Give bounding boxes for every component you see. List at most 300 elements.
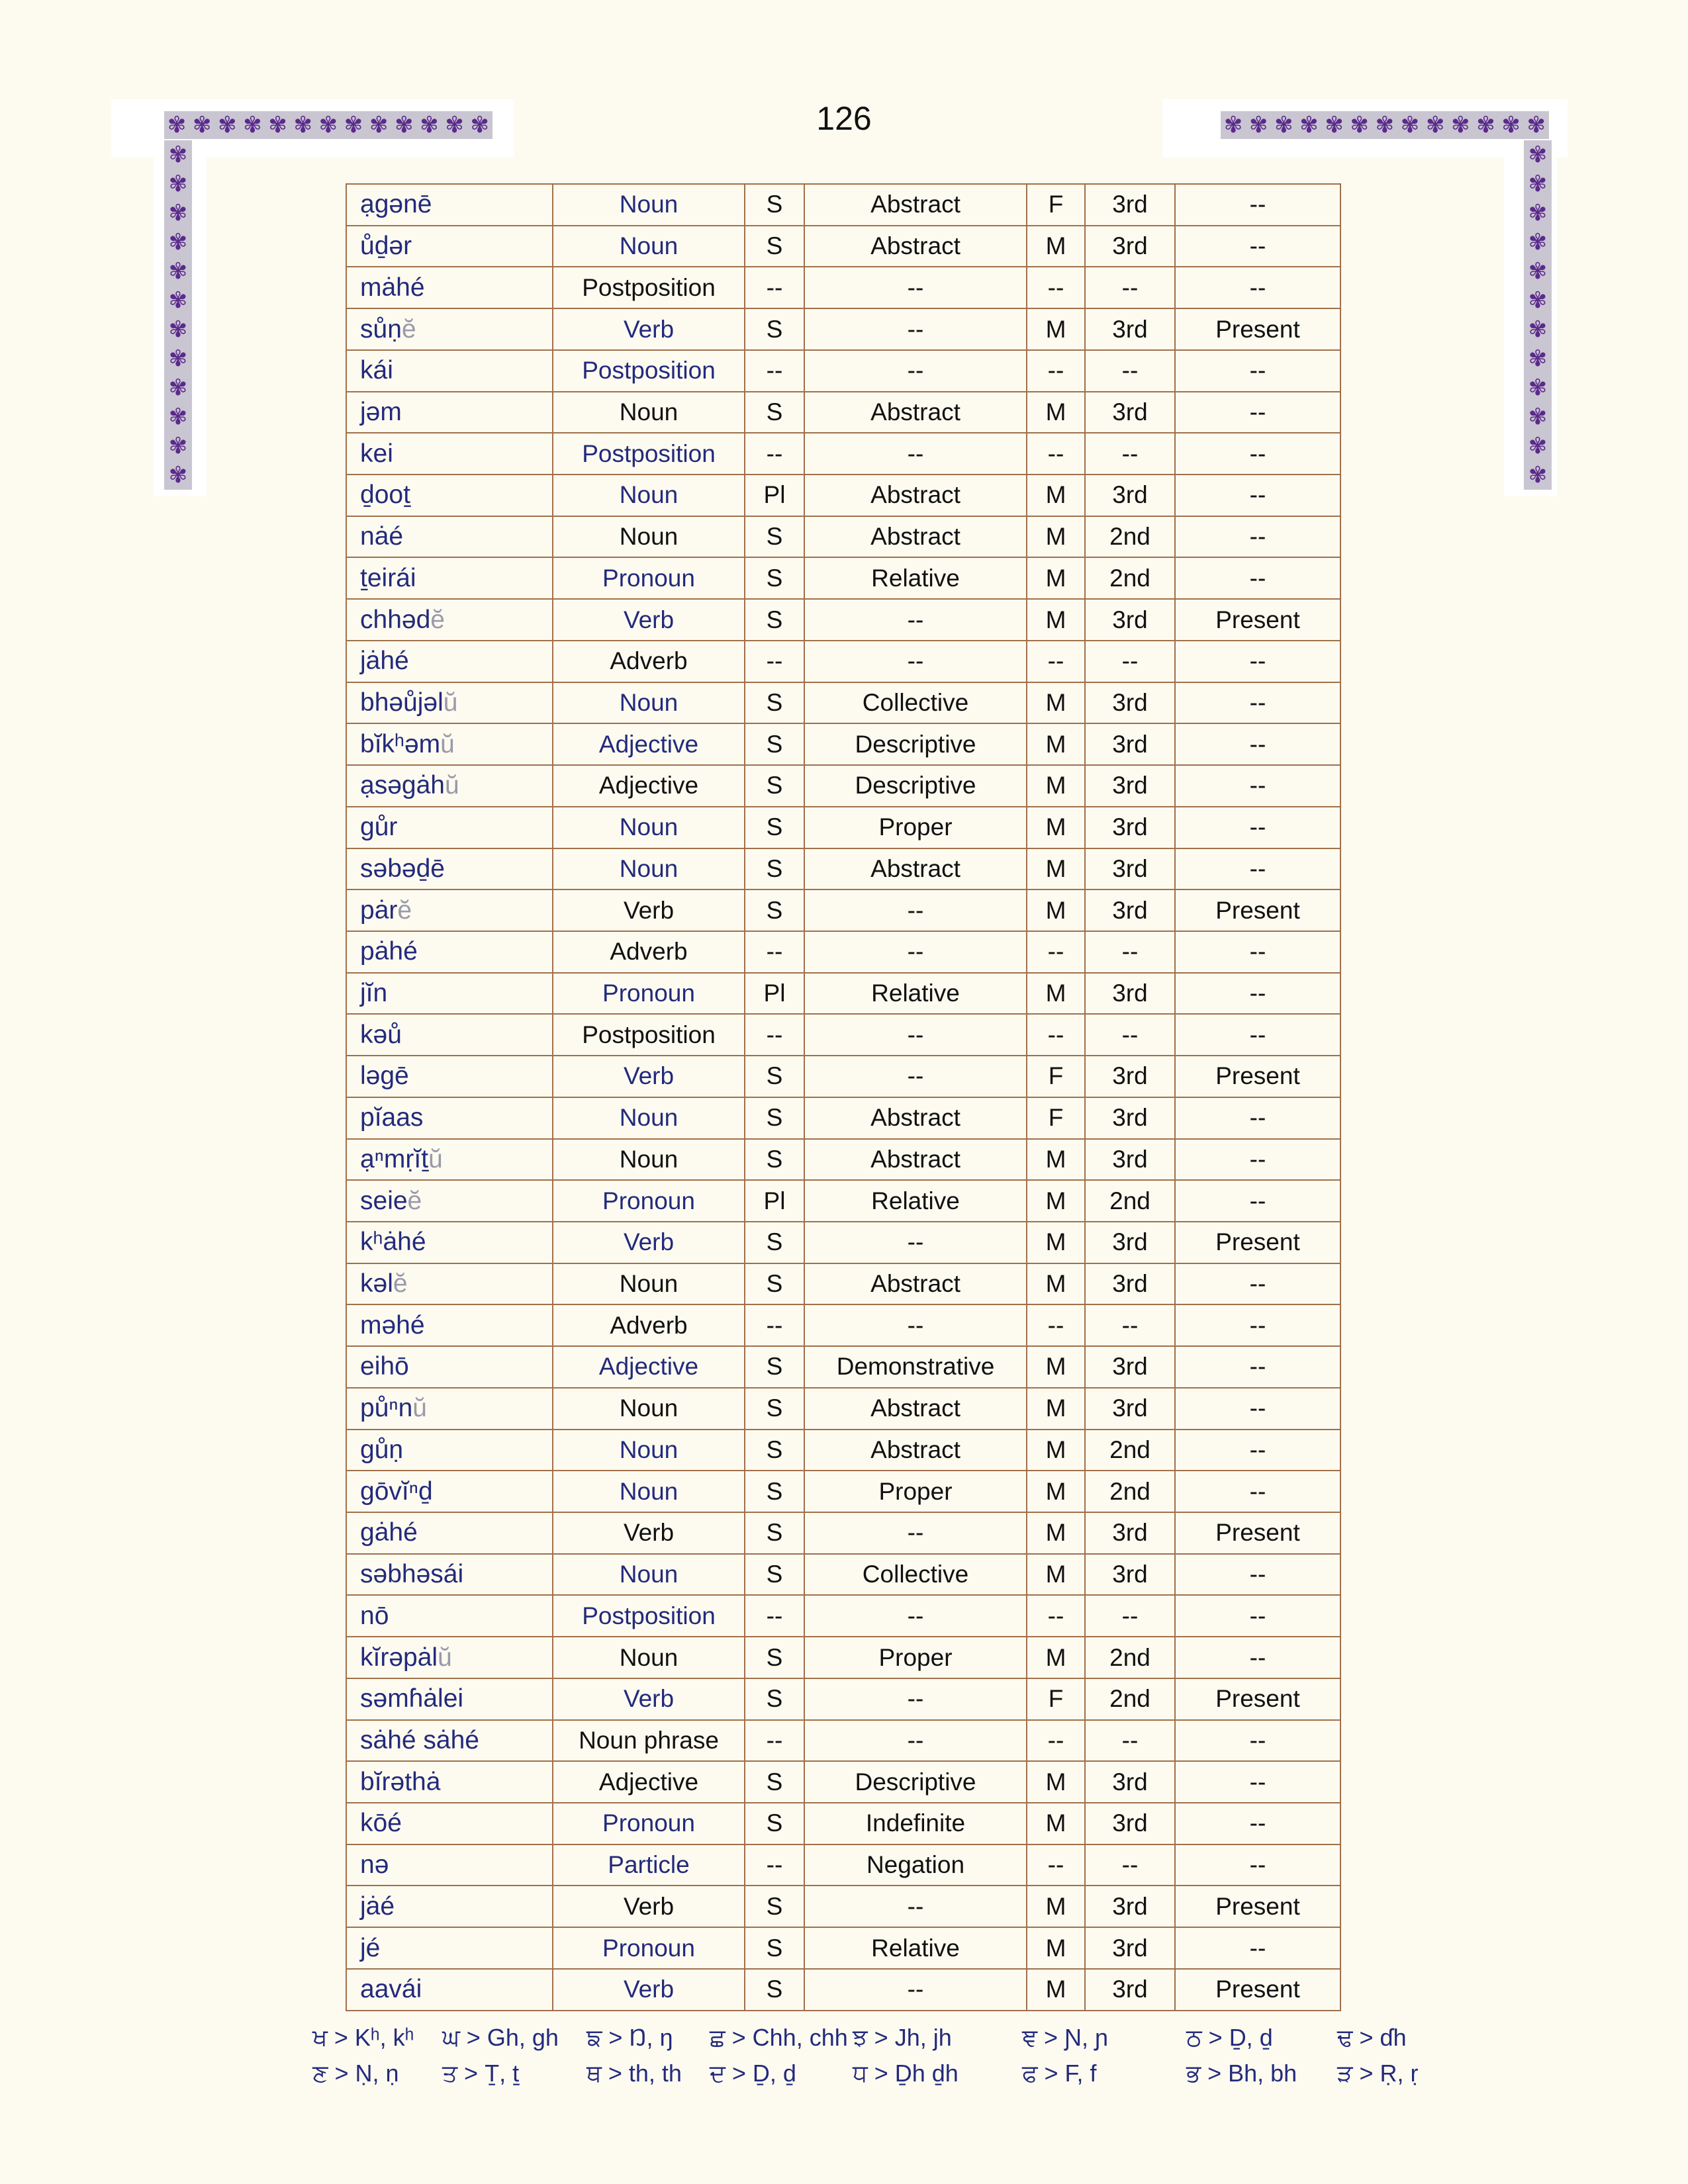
legend-row bbox=[312, 2060, 1464, 2095]
gender-cell: M bbox=[1027, 1637, 1085, 1678]
gender-cell: M bbox=[1027, 1803, 1085, 1844]
flower-ornament-icon: ✾ bbox=[168, 287, 188, 314]
table-row bbox=[346, 931, 1340, 973]
legend-item: ਣ > Ṇ, ṇ bbox=[312, 2060, 399, 2087]
word-cell: půⁿnŭ bbox=[346, 1388, 553, 1430]
part-of-speech-cell: Pronoun bbox=[553, 973, 745, 1015]
flower-ornament-icon: ✾ bbox=[1501, 112, 1521, 138]
legend-item: ਭ > Bh, bh bbox=[1186, 2060, 1297, 2087]
word-cell: jəm bbox=[346, 392, 553, 433]
type-cell: -- bbox=[804, 308, 1027, 350]
flower-ornament-icon: ✾ bbox=[168, 229, 188, 255]
part-of-speech-cell: Noun bbox=[553, 184, 745, 226]
word-cell: kái bbox=[346, 350, 553, 392]
type-cell: -- bbox=[804, 433, 1027, 475]
type-cell: -- bbox=[804, 1014, 1027, 1056]
person-cell: 3rd bbox=[1085, 226, 1175, 267]
gender-cell: -- bbox=[1027, 1720, 1085, 1762]
gender-cell: M bbox=[1027, 1927, 1085, 1969]
type-cell: -- bbox=[804, 350, 1027, 392]
tense-cell: -- bbox=[1175, 931, 1340, 973]
person-cell: 3rd bbox=[1085, 1097, 1175, 1139]
number-cell: -- bbox=[745, 1595, 804, 1637]
tense-cell: -- bbox=[1175, 1388, 1340, 1430]
word-cell: ḏooṯ bbox=[346, 475, 553, 516]
flower-ornament-icon: ✾ bbox=[168, 316, 188, 343]
tense-cell: -- bbox=[1175, 1595, 1340, 1637]
tense-cell: -- bbox=[1175, 1927, 1340, 1969]
word-cell: ạⁿmṛĭṯŭ bbox=[346, 1139, 553, 1181]
word-cell: kəlĕ bbox=[346, 1263, 553, 1305]
tense-cell: -- bbox=[1175, 1430, 1340, 1471]
flower-ornament-icon: ✾ bbox=[167, 112, 187, 138]
number-cell: Pl bbox=[745, 1180, 804, 1222]
part-of-speech-cell: Noun bbox=[553, 1388, 745, 1430]
part-of-speech-cell: Noun bbox=[553, 475, 745, 516]
person-cell: 3rd bbox=[1085, 889, 1175, 931]
flower-ornament-icon: ✾ bbox=[168, 462, 188, 488]
number-cell: S bbox=[745, 1346, 804, 1388]
word-cell: pȧrĕ bbox=[346, 889, 553, 931]
legend-item: ਢ > ɗh bbox=[1337, 2024, 1407, 2051]
person-cell: 3rd bbox=[1085, 1927, 1175, 1969]
flower-ornament-icon: ✾ bbox=[168, 200, 188, 226]
part-of-speech-cell: Verb bbox=[553, 1512, 745, 1554]
type-cell: -- bbox=[804, 931, 1027, 973]
part-of-speech-cell: Postposition bbox=[553, 1014, 745, 1056]
person-cell: -- bbox=[1085, 1595, 1175, 1637]
gender-cell: M bbox=[1027, 392, 1085, 433]
gender-cell: M bbox=[1027, 1222, 1085, 1263]
flower-ornament-icon: ✾ bbox=[168, 404, 188, 430]
type-cell: Descriptive bbox=[804, 723, 1027, 765]
legend-item: ੜ > Ṛ, ṛ bbox=[1337, 2060, 1419, 2087]
table-row bbox=[346, 1014, 1340, 1056]
flower-ornament-icon: ✾ bbox=[445, 112, 464, 138]
flower-ornament-icon: ✾ bbox=[1528, 404, 1548, 430]
table-row bbox=[346, 1512, 1340, 1554]
word-cell: kəů bbox=[346, 1014, 553, 1056]
table-row bbox=[346, 392, 1340, 433]
word-cell: nō bbox=[346, 1595, 553, 1637]
word-cell: jĭn bbox=[346, 973, 553, 1015]
number-cell: S bbox=[745, 1430, 804, 1471]
table-row bbox=[346, 807, 1340, 848]
part-of-speech-cell: Noun bbox=[553, 516, 745, 558]
type-cell: -- bbox=[804, 1720, 1027, 1762]
person-cell: 2nd bbox=[1085, 1471, 1175, 1512]
number-cell: S bbox=[745, 1927, 804, 1969]
person-cell: -- bbox=[1085, 267, 1175, 308]
part-of-speech-cell: Noun bbox=[553, 848, 745, 890]
table-row bbox=[346, 848, 1340, 890]
table-row bbox=[346, 1761, 1340, 1803]
tense-cell: Present bbox=[1175, 1512, 1340, 1554]
gender-cell: -- bbox=[1027, 267, 1085, 308]
gender-cell: F bbox=[1027, 184, 1085, 226]
gender-cell: M bbox=[1027, 889, 1085, 931]
number-cell: S bbox=[745, 1512, 804, 1554]
gender-cell: M bbox=[1027, 1139, 1085, 1181]
flower-ornament-icon: ✾ bbox=[470, 112, 489, 138]
flower-ornament-icon: ✾ bbox=[1325, 112, 1344, 138]
word-cell: eihō bbox=[346, 1346, 553, 1388]
number-cell: S bbox=[745, 889, 804, 931]
tense-cell: -- bbox=[1175, 1471, 1340, 1512]
person-cell: 3rd bbox=[1085, 1554, 1175, 1596]
gender-cell: M bbox=[1027, 973, 1085, 1015]
type-cell: Relative bbox=[804, 1180, 1027, 1222]
flower-ornament-icon: ✾ bbox=[1223, 112, 1243, 138]
tense-cell: -- bbox=[1175, 1554, 1340, 1596]
person-cell: 3rd bbox=[1085, 807, 1175, 848]
table-row bbox=[346, 1471, 1340, 1512]
gender-cell: -- bbox=[1027, 433, 1085, 475]
table-row bbox=[346, 641, 1340, 682]
word-cell: səmɦȧlei bbox=[346, 1678, 553, 1720]
number-cell: S bbox=[745, 1388, 804, 1430]
flower-ornament-icon: ✾ bbox=[168, 258, 188, 285]
number-cell: S bbox=[745, 765, 804, 807]
number-cell: -- bbox=[745, 931, 804, 973]
table-row bbox=[346, 557, 1340, 599]
part-of-speech-cell: Noun bbox=[553, 226, 745, 267]
gender-cell: M bbox=[1027, 1886, 1085, 1927]
word-cell: ůḏər bbox=[346, 226, 553, 267]
table-row bbox=[346, 1180, 1340, 1222]
number-cell: -- bbox=[745, 1304, 804, 1346]
person-cell: 3rd bbox=[1085, 973, 1175, 1015]
table-row bbox=[346, 184, 1340, 226]
part-of-speech-cell: Noun bbox=[553, 1263, 745, 1305]
flower-ornament-icon: ✾ bbox=[1528, 375, 1548, 401]
flower-ornament-icon: ✾ bbox=[168, 375, 188, 401]
person-cell: -- bbox=[1085, 931, 1175, 973]
gender-cell: M bbox=[1027, 1512, 1085, 1554]
flower-ornament-icon: ✾ bbox=[1425, 112, 1445, 138]
gender-cell: M bbox=[1027, 765, 1085, 807]
part-of-speech-cell: Adjective bbox=[553, 765, 745, 807]
number-cell: S bbox=[745, 1097, 804, 1139]
word-cell: sůṇĕ bbox=[346, 308, 553, 350]
word-cell: nə bbox=[346, 1844, 553, 1886]
table-row bbox=[346, 350, 1340, 392]
flower-ornament-icon: ✾ bbox=[293, 112, 313, 138]
table-row bbox=[346, 1678, 1340, 1720]
tense-cell: -- bbox=[1175, 1761, 1340, 1803]
legend-item: ਛ > Chh, chh bbox=[710, 2024, 848, 2051]
type-cell: Relative bbox=[804, 1927, 1027, 1969]
gender-cell: M bbox=[1027, 807, 1085, 848]
part-of-speech-cell: Pronoun bbox=[553, 1927, 745, 1969]
type-cell: Abstract bbox=[804, 184, 1027, 226]
part-of-speech-cell: Adverb bbox=[553, 931, 745, 973]
part-of-speech-cell: Adverb bbox=[553, 1304, 745, 1346]
gender-cell: M bbox=[1027, 848, 1085, 890]
word-table bbox=[346, 183, 1341, 2011]
word-cell: gȧhé bbox=[346, 1512, 553, 1554]
part-of-speech-cell: Verb bbox=[553, 1886, 745, 1927]
person-cell: 3rd bbox=[1085, 475, 1175, 516]
flower-ornament-icon: ✾ bbox=[268, 112, 287, 138]
type-cell: -- bbox=[804, 1056, 1027, 1097]
number-cell: S bbox=[745, 1803, 804, 1844]
word-cell: səbəḏē bbox=[346, 848, 553, 890]
part-of-speech-cell: Verb bbox=[553, 1678, 745, 1720]
word-cell: pĭaas bbox=[346, 1097, 553, 1139]
person-cell: 3rd bbox=[1085, 1512, 1175, 1554]
flower-border-top-right bbox=[1221, 111, 1549, 139]
legend-item: ਙ > Ŋ, ŋ bbox=[586, 2024, 673, 2051]
flower-ornament-icon: ✾ bbox=[1528, 171, 1548, 197]
word-cell: kei bbox=[346, 433, 553, 475]
part-of-speech-cell: Adjective bbox=[553, 1346, 745, 1388]
word-cell: bĭkʰəmŭ bbox=[346, 723, 553, 765]
tense-cell: Present bbox=[1175, 1056, 1340, 1097]
word-cell: seieĕ bbox=[346, 1180, 553, 1222]
tense-cell: -- bbox=[1175, 226, 1340, 267]
page-number: 126 bbox=[816, 100, 872, 137]
gender-cell: -- bbox=[1027, 1304, 1085, 1346]
table-row bbox=[346, 267, 1340, 308]
type-cell: Abstract bbox=[804, 392, 1027, 433]
type-cell: -- bbox=[804, 1512, 1027, 1554]
part-of-speech-cell: Adjective bbox=[553, 723, 745, 765]
legend-item: ਞ > Ɲ, ɲ bbox=[1022, 2024, 1109, 2051]
type-cell: Indefinite bbox=[804, 1803, 1027, 1844]
gender-cell: M bbox=[1027, 1471, 1085, 1512]
part-of-speech-cell: Noun bbox=[553, 1139, 745, 1181]
type-cell: -- bbox=[804, 889, 1027, 931]
number-cell: S bbox=[745, 1761, 804, 1803]
word-cell: jé bbox=[346, 1927, 553, 1969]
flower-ornament-icon: ✾ bbox=[1299, 112, 1319, 138]
type-cell: Abstract bbox=[804, 1388, 1027, 1430]
part-of-speech-cell: Noun bbox=[553, 682, 745, 724]
person-cell: 3rd bbox=[1085, 599, 1175, 641]
type-cell: -- bbox=[804, 1595, 1027, 1637]
tense-cell: Present bbox=[1175, 599, 1340, 641]
person-cell: -- bbox=[1085, 1720, 1175, 1762]
part-of-speech-cell: Postposition bbox=[553, 433, 745, 475]
type-cell: Abstract bbox=[804, 1430, 1027, 1471]
table-row bbox=[346, 1304, 1340, 1346]
number-cell: S bbox=[745, 682, 804, 724]
type-cell: -- bbox=[804, 641, 1027, 682]
tense-cell: -- bbox=[1175, 641, 1340, 682]
part-of-speech-cell: Postposition bbox=[553, 350, 745, 392]
tense-cell: Present bbox=[1175, 889, 1340, 931]
tense-cell: -- bbox=[1175, 1803, 1340, 1844]
legend-row bbox=[312, 2024, 1464, 2060]
tense-cell: -- bbox=[1175, 350, 1340, 392]
table-row bbox=[346, 682, 1340, 724]
number-cell: S bbox=[745, 308, 804, 350]
number-cell: -- bbox=[745, 267, 804, 308]
gender-cell: M bbox=[1027, 1263, 1085, 1305]
part-of-speech-cell: Postposition bbox=[553, 1595, 745, 1637]
tense-cell: -- bbox=[1175, 973, 1340, 1015]
table-row bbox=[346, 1886, 1340, 1927]
legend-item: ਧ > Ḏh ḏh bbox=[853, 2060, 959, 2087]
flower-ornament-icon: ✾ bbox=[395, 112, 414, 138]
type-cell: -- bbox=[804, 1969, 1027, 2011]
number-cell: S bbox=[745, 1056, 804, 1097]
word-cell: məhé bbox=[346, 1304, 553, 1346]
person-cell: 2nd bbox=[1085, 1430, 1175, 1471]
part-of-speech-cell: Particle bbox=[553, 1844, 745, 1886]
flower-ornament-icon: ✾ bbox=[1528, 287, 1548, 314]
part-of-speech-cell: Verb bbox=[553, 308, 745, 350]
gender-cell: M bbox=[1027, 723, 1085, 765]
type-cell: Abstract bbox=[804, 1097, 1027, 1139]
table-row bbox=[346, 1803, 1340, 1844]
number-cell: S bbox=[745, 1222, 804, 1263]
flower-ornament-icon: ✾ bbox=[168, 433, 188, 459]
person-cell: 2nd bbox=[1085, 557, 1175, 599]
number-cell: -- bbox=[745, 1720, 804, 1762]
table-row bbox=[346, 475, 1340, 516]
flower-ornament-icon: ✾ bbox=[243, 112, 262, 138]
word-cell: mȧhé bbox=[346, 267, 553, 308]
person-cell: 3rd bbox=[1085, 1139, 1175, 1181]
word-cell: gůr bbox=[346, 807, 553, 848]
flower-ornament-icon: ✾ bbox=[1526, 112, 1546, 138]
word-cell: pȧhé bbox=[346, 931, 553, 973]
tense-cell: -- bbox=[1175, 557, 1340, 599]
tense-cell: Present bbox=[1175, 1678, 1340, 1720]
number-cell: S bbox=[745, 516, 804, 558]
flower-ornament-icon: ✾ bbox=[1476, 112, 1495, 138]
word-cell: bĭrəthȧ bbox=[346, 1761, 553, 1803]
type-cell: Abstract bbox=[804, 848, 1027, 890]
tense-cell: -- bbox=[1175, 1346, 1340, 1388]
tense-cell: Present bbox=[1175, 1969, 1340, 2011]
table-row bbox=[346, 973, 1340, 1015]
person-cell: 3rd bbox=[1085, 1803, 1175, 1844]
number-cell: S bbox=[745, 848, 804, 890]
legend-item: ਝ > Jh, jh bbox=[853, 2024, 952, 2051]
word-cell: ạsəgȧhŭ bbox=[346, 765, 553, 807]
gender-cell: M bbox=[1027, 1761, 1085, 1803]
gender-cell: F bbox=[1027, 1097, 1085, 1139]
gender-cell: M bbox=[1027, 1430, 1085, 1471]
tense-cell: -- bbox=[1175, 848, 1340, 890]
legend-item: ਘ > Gh, gh bbox=[442, 2024, 559, 2051]
gender-cell: -- bbox=[1027, 641, 1085, 682]
word-cell: ạgənē bbox=[346, 184, 553, 226]
tense-cell: Present bbox=[1175, 1222, 1340, 1263]
flower-ornament-icon: ✾ bbox=[1528, 229, 1548, 255]
type-cell: Abstract bbox=[804, 226, 1027, 267]
table-row bbox=[346, 1097, 1340, 1139]
flower-ornament-icon: ✾ bbox=[168, 142, 188, 168]
person-cell: 3rd bbox=[1085, 1388, 1175, 1430]
tense-cell: -- bbox=[1175, 765, 1340, 807]
type-cell: Abstract bbox=[804, 475, 1027, 516]
type-cell: Abstract bbox=[804, 516, 1027, 558]
table-row bbox=[346, 1388, 1340, 1430]
table-row bbox=[346, 765, 1340, 807]
part-of-speech-cell: Adverb bbox=[553, 641, 745, 682]
table-row bbox=[346, 1346, 1340, 1388]
type-cell: Demonstrative bbox=[804, 1346, 1027, 1388]
tense-cell: -- bbox=[1175, 1637, 1340, 1678]
legend-item: ਫ > F, f bbox=[1022, 2060, 1097, 2087]
legend-item: ਤ > Ṯ, ṯ bbox=[442, 2060, 520, 2087]
table-row bbox=[346, 1222, 1340, 1263]
person-cell: 3rd bbox=[1085, 1346, 1175, 1388]
type-cell: Collective bbox=[804, 1554, 1027, 1596]
word-cell: gůṇ bbox=[346, 1430, 553, 1471]
flower-ornament-icon: ✾ bbox=[318, 112, 338, 138]
tense-cell: Present bbox=[1175, 1886, 1340, 1927]
gender-cell: M bbox=[1027, 516, 1085, 558]
number-cell: -- bbox=[745, 350, 804, 392]
table-row bbox=[346, 1927, 1340, 1969]
flower-ornament-icon: ✾ bbox=[1274, 112, 1293, 138]
person-cell: 3rd bbox=[1085, 1761, 1175, 1803]
person-cell: -- bbox=[1085, 350, 1175, 392]
gender-cell: -- bbox=[1027, 1014, 1085, 1056]
gender-cell: M bbox=[1027, 226, 1085, 267]
number-cell: -- bbox=[745, 1014, 804, 1056]
gender-cell: F bbox=[1027, 1056, 1085, 1097]
number-cell: S bbox=[745, 723, 804, 765]
tense-cell: -- bbox=[1175, 1139, 1340, 1181]
word-cell: aavái bbox=[346, 1969, 553, 2011]
person-cell: 3rd bbox=[1085, 765, 1175, 807]
number-cell: S bbox=[745, 184, 804, 226]
word-cell: kōé bbox=[346, 1803, 553, 1844]
word-cell: gōvĭⁿḏ bbox=[346, 1471, 553, 1512]
part-of-speech-cell: Noun bbox=[553, 1637, 745, 1678]
flower-ornament-icon: ✾ bbox=[1528, 142, 1548, 168]
type-cell: Collective bbox=[804, 682, 1027, 724]
number-cell: S bbox=[745, 1678, 804, 1720]
word-cell: sȧhé sȧhé bbox=[346, 1720, 553, 1762]
gender-cell: -- bbox=[1027, 1844, 1085, 1886]
flower-ornament-icon: ✾ bbox=[1528, 433, 1548, 459]
person-cell: 3rd bbox=[1085, 848, 1175, 890]
part-of-speech-cell: Verb bbox=[553, 889, 745, 931]
type-cell: Abstract bbox=[804, 1263, 1027, 1305]
flower-ornament-icon: ✾ bbox=[1528, 345, 1548, 372]
tense-cell: -- bbox=[1175, 392, 1340, 433]
number-cell: S bbox=[745, 392, 804, 433]
number-cell: S bbox=[745, 1886, 804, 1927]
legend-item: ਦ > Ḏ, ḏ bbox=[710, 2060, 796, 2087]
flower-ornament-icon: ✾ bbox=[369, 112, 389, 138]
flower-ornament-icon: ✾ bbox=[218, 112, 237, 138]
person-cell: 3rd bbox=[1085, 1056, 1175, 1097]
tense-cell: -- bbox=[1175, 475, 1340, 516]
number-cell: S bbox=[745, 1139, 804, 1181]
gender-cell: M bbox=[1027, 599, 1085, 641]
gender-cell: M bbox=[1027, 308, 1085, 350]
type-cell: -- bbox=[804, 1886, 1027, 1927]
part-of-speech-cell: Postposition bbox=[553, 267, 745, 308]
tense-cell: -- bbox=[1175, 184, 1340, 226]
tense-cell: -- bbox=[1175, 682, 1340, 724]
tense-cell: -- bbox=[1175, 1304, 1340, 1346]
tense-cell: Present bbox=[1175, 308, 1340, 350]
type-cell: Relative bbox=[804, 557, 1027, 599]
number-cell: Pl bbox=[745, 475, 804, 516]
part-of-speech-cell: Noun phrase bbox=[553, 1720, 745, 1762]
number-cell: -- bbox=[745, 1844, 804, 1886]
flower-ornament-icon: ✾ bbox=[1528, 258, 1548, 285]
